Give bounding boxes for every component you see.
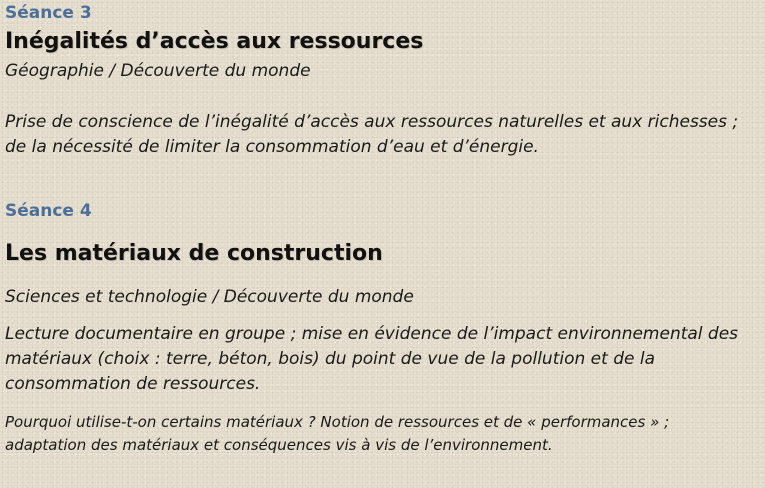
document-page xyxy=(5,0,760,488)
seance-3-subject: Géographie / Découverte du monde xyxy=(5,61,311,81)
seance-3-label: Séance 3 xyxy=(5,3,92,23)
seance-4-label: Séance 4 xyxy=(5,201,92,221)
seance-4-subject: Sciences et technologie / Découverte du monde xyxy=(5,287,414,307)
seance-4-question: Pourquoi utilise-t-on certains matériaux ? Notion de ressources et de « performances » ; adaptation des matériaux et conséquences vis à vis de l’environnement. xyxy=(5,413,670,454)
seance-4-description: Lecture documentaire en groupe ; mise en évidence de l’impact environnemental des matériaux (choix : terre, béton, bois) du point de vue de la pollution et de la consommation de ressources. xyxy=(5,324,739,394)
seance-3-title: Inégalités d’accès aux ressources xyxy=(5,29,424,54)
seance-4-title: Les matériaux de construction xyxy=(5,241,383,266)
seance-3-description: Prise de conscience de l’inégalité d’accès aux ressources naturelles et aux richesses ; de la nécessité de limiter la consommation d’eau et d’énergie. xyxy=(5,112,739,157)
